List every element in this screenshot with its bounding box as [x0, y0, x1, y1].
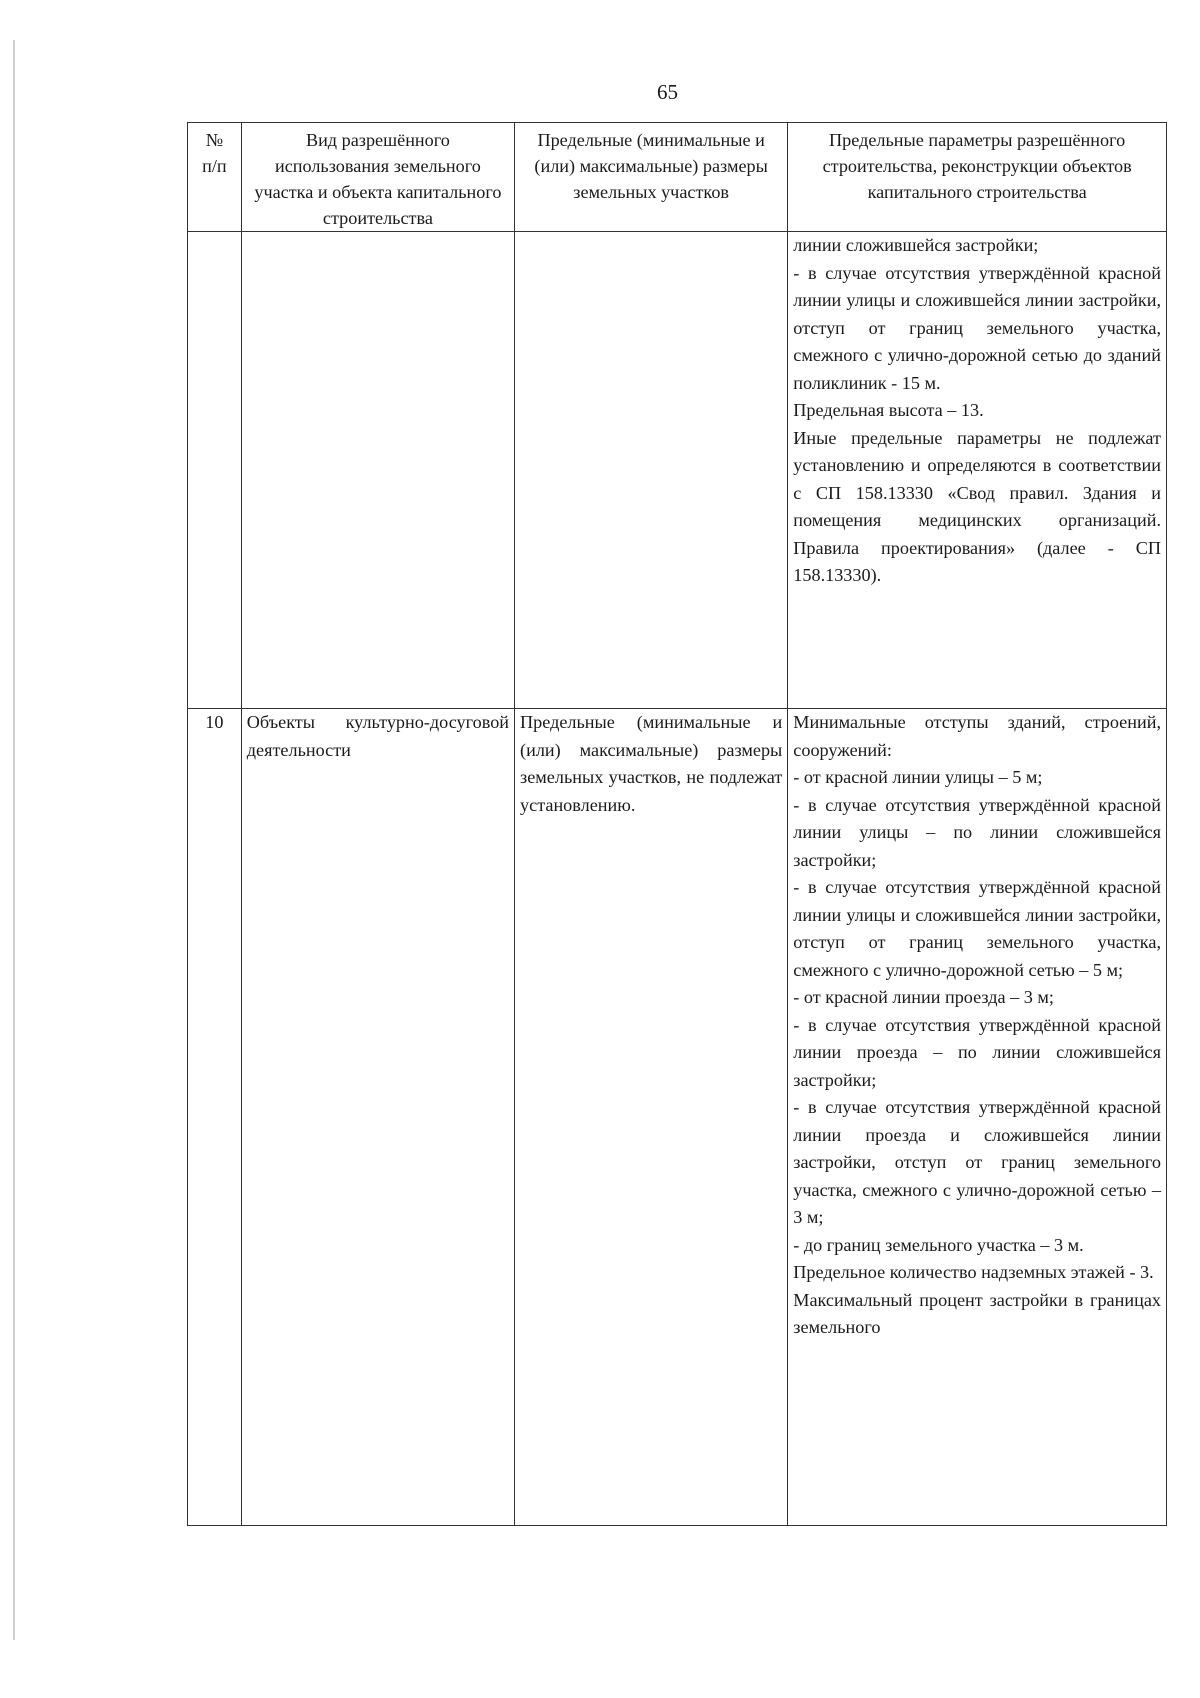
- header-building-params: Предельные параметры разрешённого строительства, реконструкции объектов капитального строительства: [788, 123, 1167, 232]
- row-use-type: [241, 232, 514, 709]
- page-number: 65: [657, 80, 678, 104]
- row-plot-sizes: [515, 232, 788, 709]
- row-num: [188, 232, 242, 709]
- header-num: № п/п: [188, 123, 242, 232]
- row-use-type: Объекты культурно-досуговой деятельности: [241, 709, 514, 1526]
- table-row: [188, 709, 1167, 1526]
- scan-edge-line: [13, 40, 15, 1640]
- header-plot-sizes: Предельные (минимальные и (или) максимальные) размеры земельных участков: [515, 123, 788, 232]
- row-building-params: линии сложившейся застройки; - в случае отсутствия утверждённой красной линии улицы и сложившейся линии застройки, отступ от границ земельного участка, смежного с улично-дорожной сетью до зданий поликлиник - 15 м. Предельная высота – 13. Иные предельные параметры не подлежат установлению и определяются в соответствии с СП 158.13330 «Свод правил. Здания и помещения медицинских организаций. Правила проектирования» (далее - СП 158.13330).: [788, 232, 1167, 709]
- regulations-table: [187, 122, 1167, 1526]
- header-use-type: Вид разрешённого использования земельного участка и объекта капитального строительства: [241, 123, 514, 232]
- table-row: [188, 232, 1167, 709]
- row-building-params: Минимальные отступы зданий, строений, сооружений: - от красной линии улицы – 5 м; - в случае отсутствия утверждённой красной линии улицы – по линии сложившейся застройки; - в случае отсутствия утверждённой красной линии улицы и сложившейся линии застройки, отступ от границ земельного участка, смежного с улично-дорожной сетью – 5 м; - от красной линии проезда – 3 м; - в случае отсутствия утверждённой красной линии проезда – по линии сложившейся застройки; - в случае отсутствия утверждённой красной линии проезда и сложившейся линии застройки, отступ от границ земельного участка, смежного с улично-дорожной сетью – 3 м; - до границ земельного участка – 3 м. Предельное количество надземных этажей - 3. Максимальный процент застройки в границах земельного: [788, 709, 1167, 1526]
- table-header-row: [188, 123, 1167, 232]
- row-plot-sizes: Предельные (минимальные и (или) максимальные) размеры земельных участков, не подлежат установлению.: [515, 709, 788, 1526]
- row-num: 10: [188, 709, 242, 1526]
